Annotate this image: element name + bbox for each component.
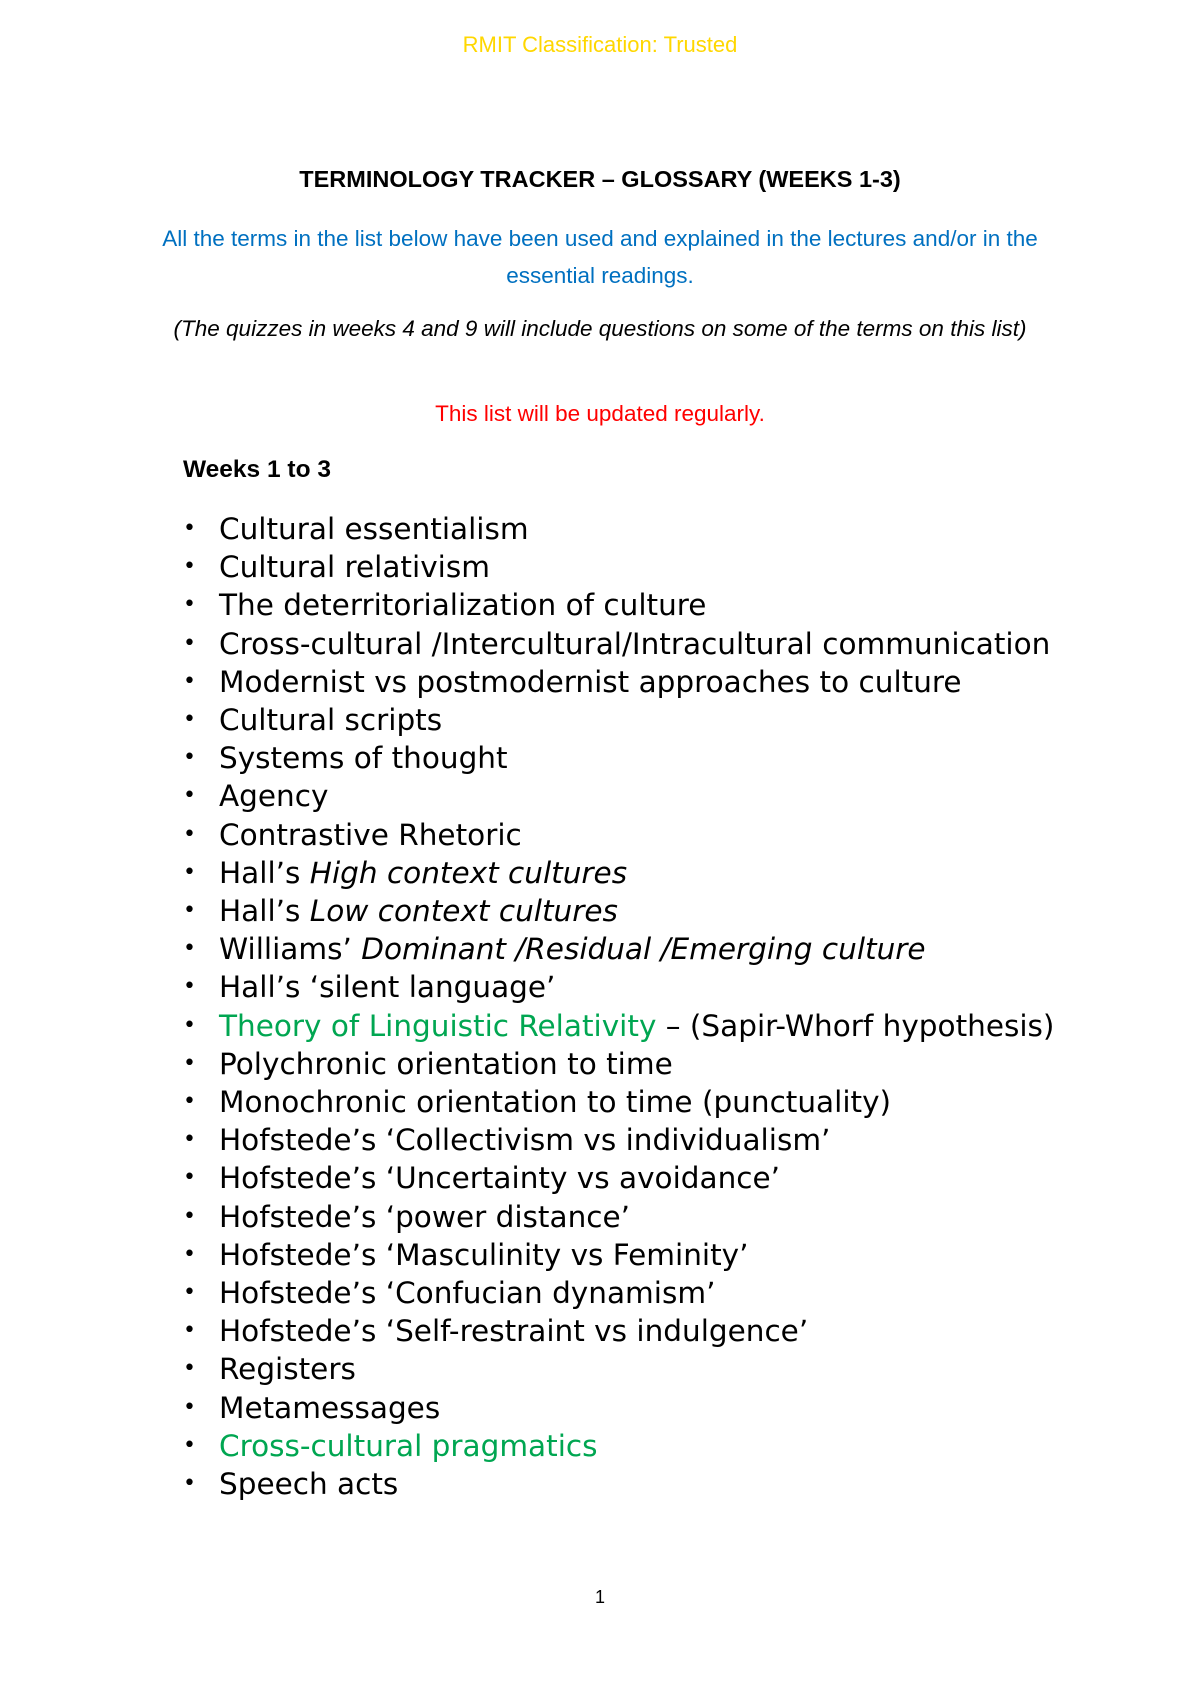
term-rest: – (Sapir-Whorf hypothesis) [656, 1008, 1055, 1043]
term-item [0, 510, 1200, 548]
term-text: Systems of thought [219, 741, 508, 776]
term-text: Modernist vs postmodernist approaches to culture [219, 664, 962, 699]
quiz-note: (The quizzes in weeks 4 and 9 will include questions on some of the terms on this list) [173, 316, 1027, 341]
term-text: Cross-cultural /Intercultural/Intracultural communication [219, 626, 1051, 661]
bullet-icon: • [183, 592, 196, 618]
bullet-icon: • [183, 1280, 196, 1306]
bullet-icon: • [183, 1471, 196, 1497]
bullet-icon: • [183, 1203, 196, 1229]
term-item [0, 1159, 1200, 1197]
update-notice: This list will be updated regularly. [435, 401, 765, 426]
term-item [0, 1274, 1200, 1312]
term-item [0, 854, 1200, 892]
bullet-icon: • [183, 554, 196, 580]
term-item [0, 930, 1200, 968]
bullet-icon: • [183, 668, 196, 694]
bullet-icon: • [183, 1394, 196, 1420]
bullet-icon: • [183, 859, 196, 885]
bullet-icon: • [183, 630, 196, 656]
bullet-icon: • [183, 1432, 196, 1458]
bullet-icon: • [183, 745, 196, 771]
term-text: Hofstede’s ‘Self-restraint vs indulgence’ [219, 1314, 809, 1349]
bullet-icon: • [183, 783, 196, 809]
page-number: 1 [594, 1587, 605, 1607]
term-item [0, 586, 1200, 624]
term-text: Hofstede’s ‘Uncertainty vs avoidance’ [219, 1161, 781, 1196]
term-prefix: Hall’s [219, 894, 310, 929]
bullet-icon: • [183, 516, 196, 541]
bullet-icon: • [183, 821, 196, 847]
term-text: Registers [219, 1352, 356, 1387]
term-text: The deterritorialization of culture [219, 588, 707, 623]
term-item [0, 663, 1200, 701]
terms-list [0, 510, 1200, 1503]
term-item [0, 1312, 1200, 1350]
page-title: TERMINOLOGY TRACKER – GLOSSARY (WEEKS 1-3) [299, 166, 901, 192]
term-item [0, 701, 1200, 739]
term-prefix: Hall’s [219, 855, 310, 890]
section-heading: Weeks 1 to 3 [183, 456, 331, 483]
bullet-icon: • [183, 1318, 196, 1344]
term-emphasis: Low context cultures [309, 894, 618, 929]
term-item [0, 1236, 1200, 1274]
term-highlight: Theory of Linguistic Relativity [219, 1008, 657, 1043]
term-text: Hall’s ‘silent language’ [219, 970, 556, 1005]
bullet-icon: • [183, 936, 196, 962]
bullet-icon: • [183, 707, 196, 733]
term-text: Metamessages [219, 1390, 441, 1425]
term-text: Cultural scripts [219, 703, 443, 738]
term-item [0, 892, 1200, 930]
term-text: Hofstede’s ‘Collectivism vs individualism’ [219, 1123, 831, 1158]
term-item [0, 816, 1200, 854]
intro-text: All the terms in the list below have been used and explained in the lectures and/or in the essential readings. [162, 226, 1038, 288]
bullet-icon: • [183, 1356, 196, 1382]
bullet-icon: • [183, 898, 196, 924]
term-emphasis: Dominant /Residual /Emerging culture [361, 932, 926, 967]
term-item [0, 968, 1200, 1006]
term-item [0, 1121, 1200, 1159]
classification-label: RMIT Classification: Trusted [462, 32, 738, 57]
term-item [0, 1007, 1200, 1045]
term-text: Agency [219, 779, 329, 814]
term-item [0, 1427, 1200, 1465]
bullet-icon: • [183, 1241, 196, 1267]
term-emphasis: High context cultures [309, 855, 628, 890]
term-item [0, 1045, 1200, 1083]
term-item [0, 1465, 1200, 1503]
term-item [0, 739, 1200, 777]
term-text: Speech acts [219, 1467, 399, 1502]
term-text: Polychronic orientation to time [219, 1046, 673, 1081]
term-item [0, 1350, 1200, 1388]
term-text: Monochronic orientation to time (punctuality) [219, 1085, 892, 1120]
term-text: Cultural essentialism [219, 512, 529, 546]
term-item [0, 1389, 1200, 1427]
term-text: Contrastive Rhetoric [219, 817, 522, 852]
term-text: Cultural relativism [219, 550, 490, 585]
term-item [0, 1083, 1200, 1121]
term-item [0, 1198, 1200, 1236]
bullet-icon: • [183, 1050, 196, 1076]
bullet-icon: • [183, 974, 196, 1000]
term-item [0, 548, 1200, 586]
term-text: Hofstede’s ‘Confucian dynamism’ [219, 1276, 716, 1311]
term-highlight: Cross-cultural pragmatics [219, 1428, 598, 1463]
bullet-icon: • [183, 1012, 196, 1038]
term-item [0, 777, 1200, 815]
term-prefix: Williams’ [219, 932, 362, 967]
bullet-icon: • [183, 1127, 196, 1153]
term-text: Hofstede’s ‘power distance’ [219, 1199, 631, 1234]
bullet-icon: • [183, 1089, 196, 1115]
term-text: Hofstede’s ‘Masculinity vs Feminity’ [219, 1237, 749, 1272]
bullet-icon: • [183, 1165, 196, 1191]
term-item [0, 625, 1200, 663]
